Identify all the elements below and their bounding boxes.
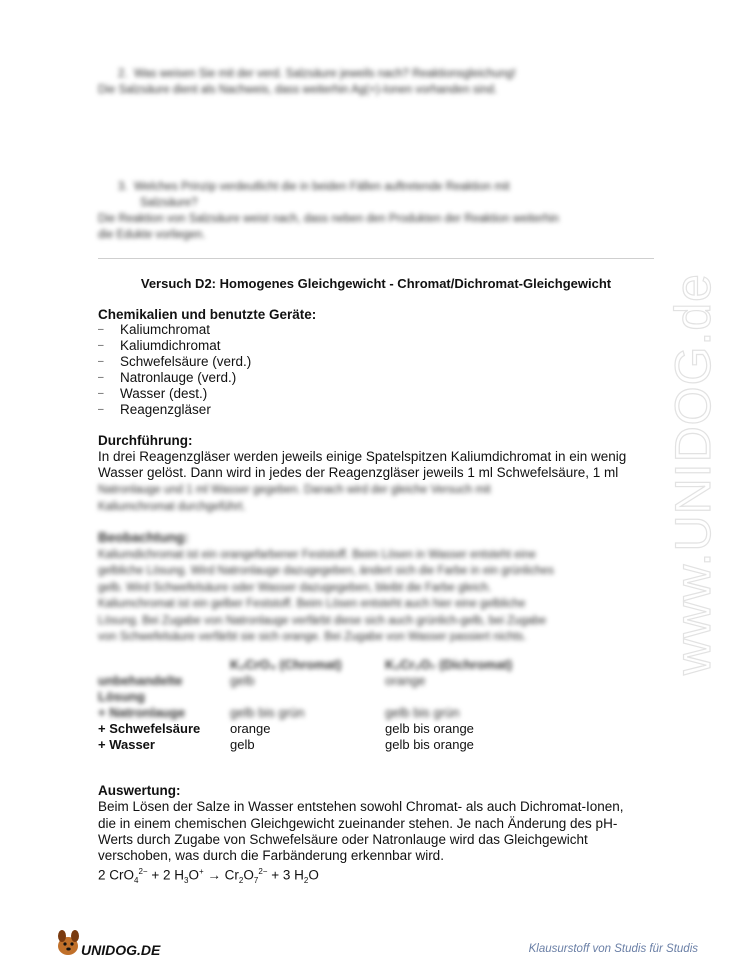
observation-line: Kaliumchromat ist ein gelber Feststoff. Beim Lösen entsteht auch hier eine gelbliche xyxy=(98,598,526,610)
question-text-cont: Salzsäure? xyxy=(140,197,198,209)
watermark xyxy=(655,260,725,680)
table-cell: + Schwefelsäure xyxy=(98,721,201,736)
list-item: – Kaliumchromat xyxy=(98,322,211,337)
question-text: Welches Prinzip verdeutlicht die in beiden Fällen auftretende Reaktion mit xyxy=(133,181,510,193)
table-row xyxy=(98,721,474,737)
table-cell: gelb bis grün xyxy=(385,705,460,720)
table-row xyxy=(98,689,512,705)
table-cell: gelb xyxy=(230,673,255,688)
reaction-equation: 2 CrO$_4^{2-}$ + 2 $H_3O^+ \to Cr_2O_7^{2-} + 3$ $H_2O$ xyxy=(98,867,319,886)
dash-icon: – xyxy=(98,372,104,383)
chemicals-section xyxy=(98,307,316,418)
question-number: 3. xyxy=(118,181,128,193)
table-row xyxy=(98,673,512,689)
answer-text: Die Salzsäure dient als Nachweis, dass weiterhin Ag(+)-Ionen vorhanden sind. xyxy=(98,84,498,96)
table-row xyxy=(98,657,512,673)
evaluation-line: Werts durch Zugabe von Schwefelsäure oder Natronlauge wird das Gleichgewicht xyxy=(98,831,588,847)
table-header-chromat: K₂CrO₄ (Chromat) xyxy=(230,657,342,672)
procedure-line: Kaliumchromat durchgeführt. xyxy=(98,500,246,513)
table-cell: unbehandelte xyxy=(98,673,183,688)
evaluation-heading: Auswertung: xyxy=(98,783,181,798)
dash-icon: – xyxy=(98,388,104,399)
answer-text-cont: die Edukte vorliegen. xyxy=(98,229,206,241)
table-cell: gelb xyxy=(230,737,255,752)
table-cell: gelb bis grün xyxy=(230,705,305,720)
list-item: – Wasser (dest.) xyxy=(98,386,208,401)
procedure-text-blurred xyxy=(98,482,654,515)
dash-icon: – xyxy=(98,340,104,351)
table-cell: gelb bis orange xyxy=(385,737,474,752)
chemicals-list xyxy=(98,322,316,418)
list-item: – Schwefelsäure (verd.) xyxy=(98,354,252,369)
observation-line: Lösung. Bei Zugabe von Natronlauge verfärbt diese sich auch grünlich-gelb, bei Zugabe xyxy=(98,614,547,627)
list-item: – Natronlauge (verd.) xyxy=(98,370,237,385)
table-row xyxy=(98,737,474,753)
chemicals-heading: Chemikalien und benutzte Geräte: xyxy=(98,307,317,322)
table-cell: + Natronlauge xyxy=(98,705,186,720)
table-cell: orange xyxy=(385,673,426,688)
observation-line: gelbliche Lösung. Wird Natronlauge dazugegeben, ändert sich die Farbe in ein grünliches xyxy=(98,565,554,577)
observation-table-blurred xyxy=(98,657,512,721)
list-item: – Reagenzgläser xyxy=(98,402,211,417)
experiment-title: Versuch D2: Homogenes Gleichgewicht - Chromat/Dichromat-Gleichgewicht xyxy=(140,276,612,291)
table-cell: + Wasser xyxy=(98,737,155,752)
logo-text: UNIDOG.DE xyxy=(81,942,161,958)
answer-text: Die Reaktion von Salzsäure weist nach, dass neben den Produkten der Reaktion weiterhin xyxy=(98,213,559,225)
procedure-line: Wasser gelöst. Dann wird in jedes der Reagenzgläser jeweils 1 ml Schwefelsäure, 1 ml xyxy=(98,465,619,481)
question-number: 2. xyxy=(118,68,128,80)
procedure-line: Natronlauge und 1 ml Wasser gegeben. Danach wird der gleiche Versuch mit xyxy=(98,484,491,496)
observation-heading: Beobachtung: xyxy=(98,530,189,545)
table-cell: Lösung xyxy=(98,689,145,704)
question-text: Was weisen Sie mit der verd. Salzsäure jeweils nach? Reaktionsgleichung! xyxy=(133,68,516,80)
table-cell: gelb bis orange xyxy=(385,721,474,736)
observation-line: Kaliumdichromat ist ein orangefarbener Feststoff. Beim Lösen in Wasser entsteht eine xyxy=(98,548,536,561)
observation-line: von Schwefelsäure verfärbt sie sich orange. Bei Zugabe von Wasser passiert nichts. xyxy=(98,631,527,643)
table-row xyxy=(98,705,512,721)
footer-tagline: Klausurstoff von Studis für Studis xyxy=(528,943,698,955)
table-header-dichromat: K₂Cr₂O₇ (Dichromat) xyxy=(385,657,513,672)
dash-icon: – xyxy=(98,324,104,335)
evaluation-line: die in einem chemischen Gleichgewicht zueinander stehen. Je nach Änderung des pH- xyxy=(98,815,618,831)
question-3 xyxy=(98,179,658,243)
section-divider xyxy=(98,258,654,259)
dog-icon xyxy=(52,926,172,960)
list-item: – Kaliumdichromat xyxy=(98,338,221,353)
evaluation-line: Beim Lösen der Salze in Wasser entstehen sowohl Chromat- als auch Dichromat-Ionen, xyxy=(98,799,624,815)
evaluation-section xyxy=(98,783,654,890)
dash-icon: – xyxy=(98,356,104,367)
observation-line: gelb. Wird Schwefelsäure oder Wasser dazugegeben, bleibt die Farbe gleich. xyxy=(98,581,492,594)
table-cell: orange xyxy=(230,721,271,736)
procedure-heading: Durchführung: xyxy=(98,433,193,448)
procedure-line: In drei Reagenzgläser werden jeweils einige Spatelspitzen Kaliumdichromat in ein wenig xyxy=(98,449,627,464)
question-2 xyxy=(98,66,658,98)
observation-section xyxy=(98,530,654,646)
watermark-text: www.UNIDOG.de xyxy=(665,273,721,675)
dash-icon: – xyxy=(98,404,104,415)
procedure-text xyxy=(98,449,654,482)
unidog-logo xyxy=(52,926,172,963)
observation-table xyxy=(98,721,474,753)
evaluation-line: verschoben, was durch die Farbänderung erkennbar wird. xyxy=(98,848,444,864)
